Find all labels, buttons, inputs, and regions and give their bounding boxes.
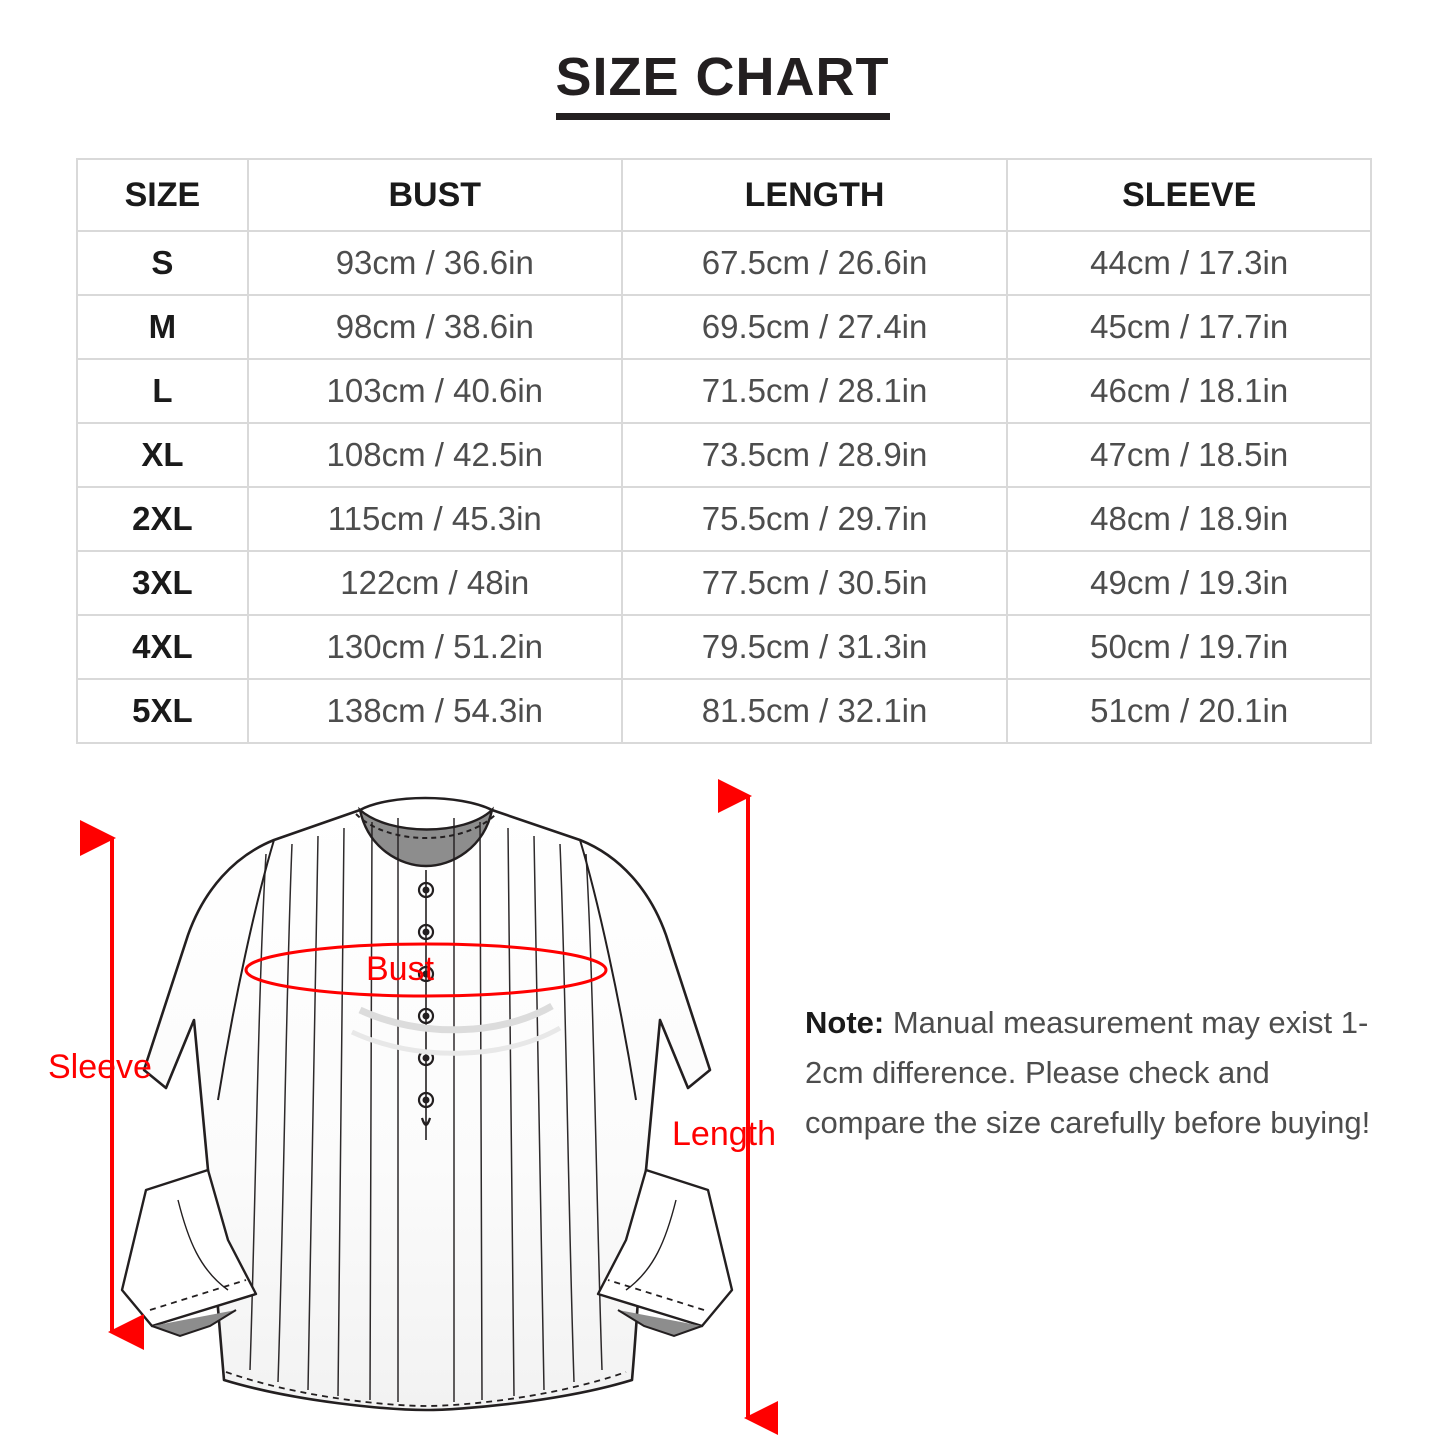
table-row [77, 551, 1371, 615]
cell-sleeve: 47cm / 18.5in [1007, 423, 1371, 487]
table-row [77, 487, 1371, 551]
cell-sleeve: 46cm / 18.1in [1007, 359, 1371, 423]
cell-size: 3XL [77, 551, 248, 615]
cell-size: 2XL [77, 487, 248, 551]
cell-bust: 130cm / 51.2in [248, 615, 622, 679]
cell-size: 4XL [77, 615, 248, 679]
column-header-size: SIZE [77, 159, 248, 231]
cell-length: 73.5cm / 28.9in [622, 423, 1008, 487]
table-row [77, 679, 1371, 743]
blouse-illustration-svg [60, 770, 820, 1445]
cell-bust: 138cm / 54.3in [248, 679, 622, 743]
length-label: Length [672, 1115, 776, 1153]
size-table-container [76, 158, 1372, 744]
garment-body [122, 798, 732, 1410]
column-header-sleeve: SLEEVE [1007, 159, 1371, 231]
cell-bust: 115cm / 45.3in [248, 487, 622, 551]
note-body: Manual measurement may exist 1-2cm difference. Please check and compare the size carefully before buying! [805, 1005, 1371, 1141]
cell-sleeve: 49cm / 19.3in [1007, 551, 1371, 615]
table-row [77, 231, 1371, 295]
cell-sleeve: 51cm / 20.1in [1007, 679, 1371, 743]
cell-sleeve: 44cm / 17.3in [1007, 231, 1371, 295]
cell-length: 67.5cm / 26.6in [622, 231, 1008, 295]
note-prefix: Note: [805, 1005, 885, 1040]
table-row [77, 615, 1371, 679]
cell-length: 75.5cm / 29.7in [622, 487, 1008, 551]
cell-bust: 93cm / 36.6in [248, 231, 622, 295]
cell-size: L [77, 359, 248, 423]
page-title: SIZE CHART [556, 48, 890, 120]
table-row [77, 295, 1371, 359]
cell-sleeve: 50cm / 19.7in [1007, 615, 1371, 679]
cell-bust: 103cm / 40.6in [248, 359, 622, 423]
table-row [77, 423, 1371, 487]
measurement-diagram [0, 770, 1445, 1445]
title-container [0, 48, 1445, 120]
cell-size: M [77, 295, 248, 359]
cell-length: 69.5cm / 27.4in [622, 295, 1008, 359]
note-text [805, 998, 1375, 1149]
table-header-row [77, 159, 1371, 231]
cell-bust: 108cm / 42.5in [248, 423, 622, 487]
cell-size: XL [77, 423, 248, 487]
cell-length: 81.5cm / 32.1in [622, 679, 1008, 743]
cell-bust: 98cm / 38.6in [248, 295, 622, 359]
size-table [76, 158, 1372, 744]
cell-length: 77.5cm / 30.5in [622, 551, 1008, 615]
cell-length: 79.5cm / 31.3in [622, 615, 1008, 679]
cell-sleeve: 48cm / 18.9in [1007, 487, 1371, 551]
cell-sleeve: 45cm / 17.7in [1007, 295, 1371, 359]
cell-size: 5XL [77, 679, 248, 743]
length-measure-arrow-svg [718, 770, 778, 1445]
sleeve-label: Sleeve [48, 1048, 152, 1086]
column-header-length: LENGTH [622, 159, 1008, 231]
cell-bust: 122cm / 48in [248, 551, 622, 615]
column-header-bust: BUST [248, 159, 622, 231]
cell-length: 71.5cm / 28.1in [622, 359, 1008, 423]
cell-size: S [77, 231, 248, 295]
bust-label: Bust [366, 950, 435, 988]
table-row [77, 359, 1371, 423]
